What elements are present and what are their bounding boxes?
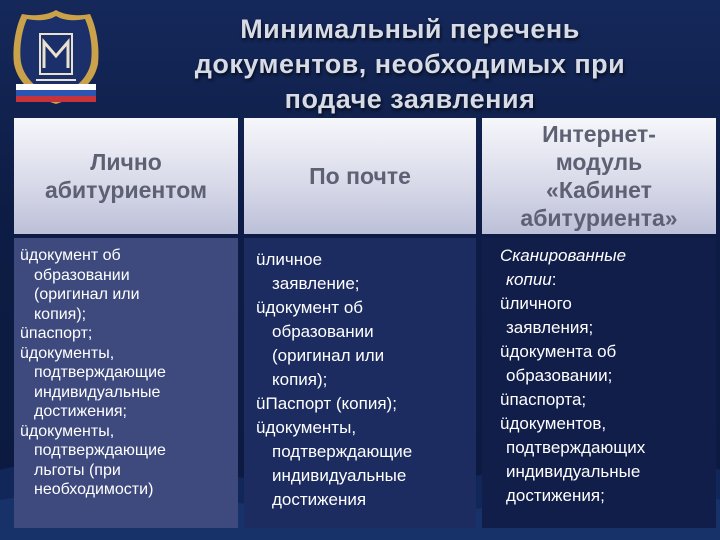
bullet-continuation xyxy=(500,484,710,508)
header-line: Интернет- xyxy=(542,121,656,147)
bullet-continuation xyxy=(20,461,232,481)
bullet-text: заявления; xyxy=(506,318,594,337)
checkmark-icon: ü xyxy=(500,294,510,313)
bullet-continuation xyxy=(20,285,232,305)
bullet-text: индивидуальные xyxy=(34,383,161,401)
bullet-text: образовании xyxy=(34,266,130,284)
bullet-item xyxy=(500,340,710,364)
column-body-by-mail xyxy=(244,238,476,528)
column-header-by-mail xyxy=(244,118,476,234)
bullet-text: образовании; xyxy=(506,366,613,385)
bullet-continuation xyxy=(500,364,710,388)
checkmark-icon: ü xyxy=(20,247,29,264)
bullet-continuation xyxy=(256,344,468,368)
bullet-text: достижения xyxy=(272,490,367,509)
bullet-text: документы, xyxy=(28,344,115,362)
checkmark-icon: ü xyxy=(500,390,510,409)
bullet-continuation xyxy=(256,464,468,488)
bullet-text: необходимости) xyxy=(34,481,154,498)
bullet-continuation xyxy=(256,488,468,512)
bullet-text: льготы (при xyxy=(34,461,121,479)
bullet-continuation xyxy=(20,305,232,325)
checkmark-icon: ü xyxy=(500,342,510,361)
bullet-text: подтверждающие xyxy=(272,442,413,461)
bullet-text: подтверждающие xyxy=(34,442,166,459)
title-line-2: документов, необходимых при xyxy=(194,49,626,79)
bullet-item xyxy=(500,292,710,316)
bullet-continuation xyxy=(20,402,232,422)
bullet-text: копия); xyxy=(272,370,328,389)
bullet-item xyxy=(20,344,232,364)
bullet-continuation xyxy=(256,440,468,464)
bullet-text: достижения; xyxy=(34,403,127,420)
bullet-text: личного xyxy=(509,294,572,313)
bullet-item xyxy=(20,246,232,266)
checkmark-icon: ü xyxy=(20,325,29,342)
column-header-online xyxy=(482,118,716,234)
bullet-continuation xyxy=(500,316,710,340)
bullet-text: подтверждающие xyxy=(34,364,166,381)
bullet-text: образовании xyxy=(272,322,374,341)
column-header-in-person xyxy=(14,118,238,234)
bullet-text: документ об xyxy=(28,247,121,264)
header-line: абитуриента» xyxy=(520,205,678,231)
slide-title xyxy=(130,12,690,117)
bullet-text: паспорта; xyxy=(509,390,587,409)
bullet-item xyxy=(500,412,710,436)
column-body-online xyxy=(482,238,716,528)
bullet-continuation xyxy=(256,320,468,344)
header-line: «Кабинет xyxy=(546,177,652,203)
checkmark-icon: ü xyxy=(20,422,29,440)
bullet-continuation xyxy=(20,441,232,461)
bullet-continuation xyxy=(256,272,468,296)
bullet-continuation xyxy=(20,363,232,383)
bullet-text: заявление; xyxy=(272,274,360,293)
checkmark-icon: ü xyxy=(20,344,29,362)
bullet-text: документ об xyxy=(265,298,364,317)
bullet-text: достижения; xyxy=(506,486,605,505)
column-body-in-person xyxy=(14,238,238,528)
bullet-continuation xyxy=(20,266,232,286)
bullet-text: подтверждающих xyxy=(506,438,646,457)
bullet-text: Паспорт (копия); xyxy=(265,394,397,413)
bullet-text: индивидуальные xyxy=(506,462,641,481)
bullet-item xyxy=(500,388,710,412)
bullet-continuation xyxy=(500,460,710,484)
bullet-continuation xyxy=(20,480,232,500)
bullet-text: паспорт; xyxy=(28,325,93,342)
bullet-text: документов, xyxy=(509,414,607,433)
title-line-1: Минимальный перечень xyxy=(240,14,580,44)
header-line: модуль xyxy=(555,149,643,175)
checkmark-icon: ü xyxy=(256,298,266,317)
bullet-text: документы, xyxy=(265,418,357,437)
checkmark-icon: ü xyxy=(256,418,266,437)
bullet-text: копия); xyxy=(34,305,87,323)
intro-line: Сканированные xyxy=(500,246,627,265)
bullet-text: индивидуальные xyxy=(272,466,407,485)
bullet-text: личное xyxy=(265,250,323,269)
bullet-text: документа об xyxy=(509,342,617,361)
header-line: Лично xyxy=(90,149,162,175)
university-emblem-icon xyxy=(6,6,106,106)
title-line-3: подаче заявления xyxy=(284,84,536,114)
bullet-continuation xyxy=(256,368,468,392)
header-line: абитуриентом xyxy=(44,177,208,203)
bullet-item xyxy=(256,296,468,320)
checkmark-icon: ü xyxy=(256,394,266,413)
checkmark-icon: ü xyxy=(500,414,510,433)
bullet-text: (оригинал или xyxy=(272,346,385,365)
bullet-continuation xyxy=(500,436,710,460)
bullet-text: (оригинал или xyxy=(34,286,140,303)
header-line: По почте xyxy=(309,163,411,189)
bullet-item xyxy=(256,248,468,272)
bullet-item xyxy=(256,392,468,416)
bullet-continuation xyxy=(20,383,232,403)
bullet-item xyxy=(20,324,232,344)
bullet-item xyxy=(20,422,232,442)
intro-line: копии: xyxy=(506,270,557,289)
bullet-text: документы, xyxy=(28,422,115,440)
checkmark-icon: ü xyxy=(256,250,266,269)
bullet-item xyxy=(256,416,468,440)
